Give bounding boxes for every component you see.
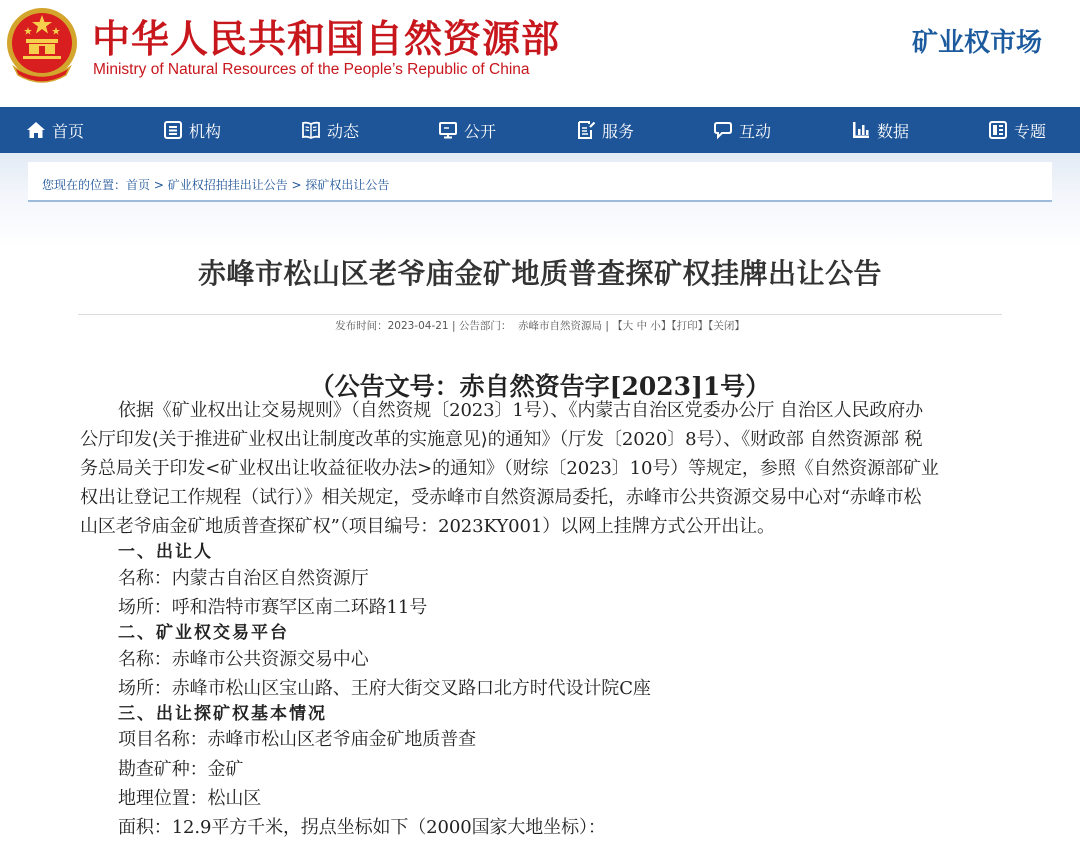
book-icon <box>301 120 321 140</box>
font-size-switch[interactable]: 【大 中 小】 <box>612 320 672 332</box>
monitor-icon <box>438 120 458 140</box>
date-label: 发布时间： <box>335 320 388 332</box>
section-line: 地理位置：松山区 <box>118 788 262 809</box>
site-header <box>0 0 1080 107</box>
nav-label: 互动 <box>739 121 772 141</box>
nav-label: 机构 <box>189 121 222 141</box>
breadcrumb <box>42 176 389 193</box>
site-title-cn: 中华人民共和国自然资源部 <box>92 17 561 61</box>
main-nav <box>0 107 1080 153</box>
section-line: 勘查矿种：金矿 <box>118 759 244 780</box>
site-title-en: Ministry of Natural Resources of the People’s Republic of China <box>93 61 530 78</box>
section-line: 场所：呼和浩特市赛罕区南二环路11号 <box>118 597 428 618</box>
document-edit-icon <box>576 120 596 140</box>
section-title: 矿业权市场 <box>911 28 1042 58</box>
breadcrumb-separator: > <box>287 178 306 192</box>
nav-item-org[interactable] <box>163 107 221 153</box>
nav-label: 公开 <box>464 121 497 141</box>
breadcrumb-link-home[interactable]: 首页 <box>126 178 151 192</box>
breadcrumb-separator: > <box>150 178 168 192</box>
nav-item-news[interactable] <box>301 107 359 153</box>
nav-label: 服务 <box>602 121 635 141</box>
bar-chart-icon <box>851 120 871 140</box>
breadcrumb-link-exploration[interactable]: 探矿权出让公告 <box>305 178 390 192</box>
section-line: 名称：赤峰市公共资源交易中心 <box>118 649 369 670</box>
article-title: 赤峰市松山区老爷庙金矿地质普查探矿权挂牌出让公告 <box>197 257 882 290</box>
chat-icon <box>713 120 733 140</box>
nav-item-home[interactable] <box>26 107 84 153</box>
section-line: 面积：12.9平方千米，拐点坐标如下（2000国家大地坐标）： <box>118 817 606 838</box>
breadcrumb-prefix: 您现在的位置： <box>42 178 127 192</box>
intro-line: 务总局关于印发<矿业权出让收益征收办法>的通知》（财综〔2023〕10号）等规定，参照《自然资源部矿业 <box>80 458 939 479</box>
section-line: 名称：内蒙古自治区自然资源厅 <box>118 568 369 589</box>
article-meta: 发布时间：2023-04-21 | 公告部门： 赤峰市自然资源局 | 【大 中 小】【打印】【关闭】 <box>335 320 745 332</box>
print-link[interactable]: 【打印】 <box>671 320 709 332</box>
breadcrumb-bar <box>28 162 1052 202</box>
nav-item-topic[interactable] <box>988 107 1046 153</box>
home-icon <box>26 120 46 140</box>
nav-label: 专题 <box>1014 121 1047 141</box>
title-divider <box>78 314 1002 315</box>
doc-number: （公告文号：赤自然资告字[2023]1号） <box>309 372 771 401</box>
nav-label: 数据 <box>877 121 910 141</box>
publish-dept: 赤峰市自然资源局 <box>518 320 603 332</box>
section-line: 场所：赤峰市松山区宝山路、王府大街交叉路口北方时代设计院C座 <box>118 678 651 699</box>
topic-icon <box>988 120 1008 140</box>
nav-label: 动态 <box>327 121 360 141</box>
nav-item-service[interactable] <box>576 107 634 153</box>
publish-date: 2023-04-21 <box>387 320 449 332</box>
close-link[interactable]: 【关闭】 <box>708 320 745 332</box>
nav-item-interact[interactable] <box>713 107 771 153</box>
national-emblem-icon <box>4 5 80 85</box>
nav-item-public[interactable] <box>438 107 496 153</box>
dept-label: 公告部门： <box>458 320 512 332</box>
breadcrumb-link-mining-rights[interactable]: 矿业权招拍挂出让公告 <box>167 178 288 192</box>
section-heading: 二、矿业权交易平台 <box>118 623 289 643</box>
nav-item-data[interactable] <box>851 107 909 153</box>
intro-line: 公厅印发⟨关于推进矿业权出让制度改革的实施意见⟩的通知》（厅发〔2020〕8号）、《财政部 自然资源部 税 <box>80 429 923 450</box>
nav-label: 首页 <box>52 121 85 141</box>
section-heading: 一、出让人 <box>118 542 213 562</box>
section-line: 项目名称：赤峰市松山区老爷庙金矿地质普查 <box>118 729 476 750</box>
intro-line: 依据《矿业权出让交易规则》（自然资规〔2023〕1号）、《内蒙古自治区党委办公厅 自治区人民政府办 <box>118 400 924 421</box>
section-heading: 三、出让探矿权基本情况 <box>118 704 327 724</box>
intro-line: 权出让登记工作规程（试行）》相关规定，受赤峰市自然资源局委托，赤峰市公共资源交易中心对“赤峰市松 <box>80 487 922 508</box>
intro-line: 山区老爷庙金矿地质普查探矿权”（项目编号：2023KY001）以网上挂牌方式公开出让。 <box>80 516 775 537</box>
org-icon <box>163 120 183 140</box>
